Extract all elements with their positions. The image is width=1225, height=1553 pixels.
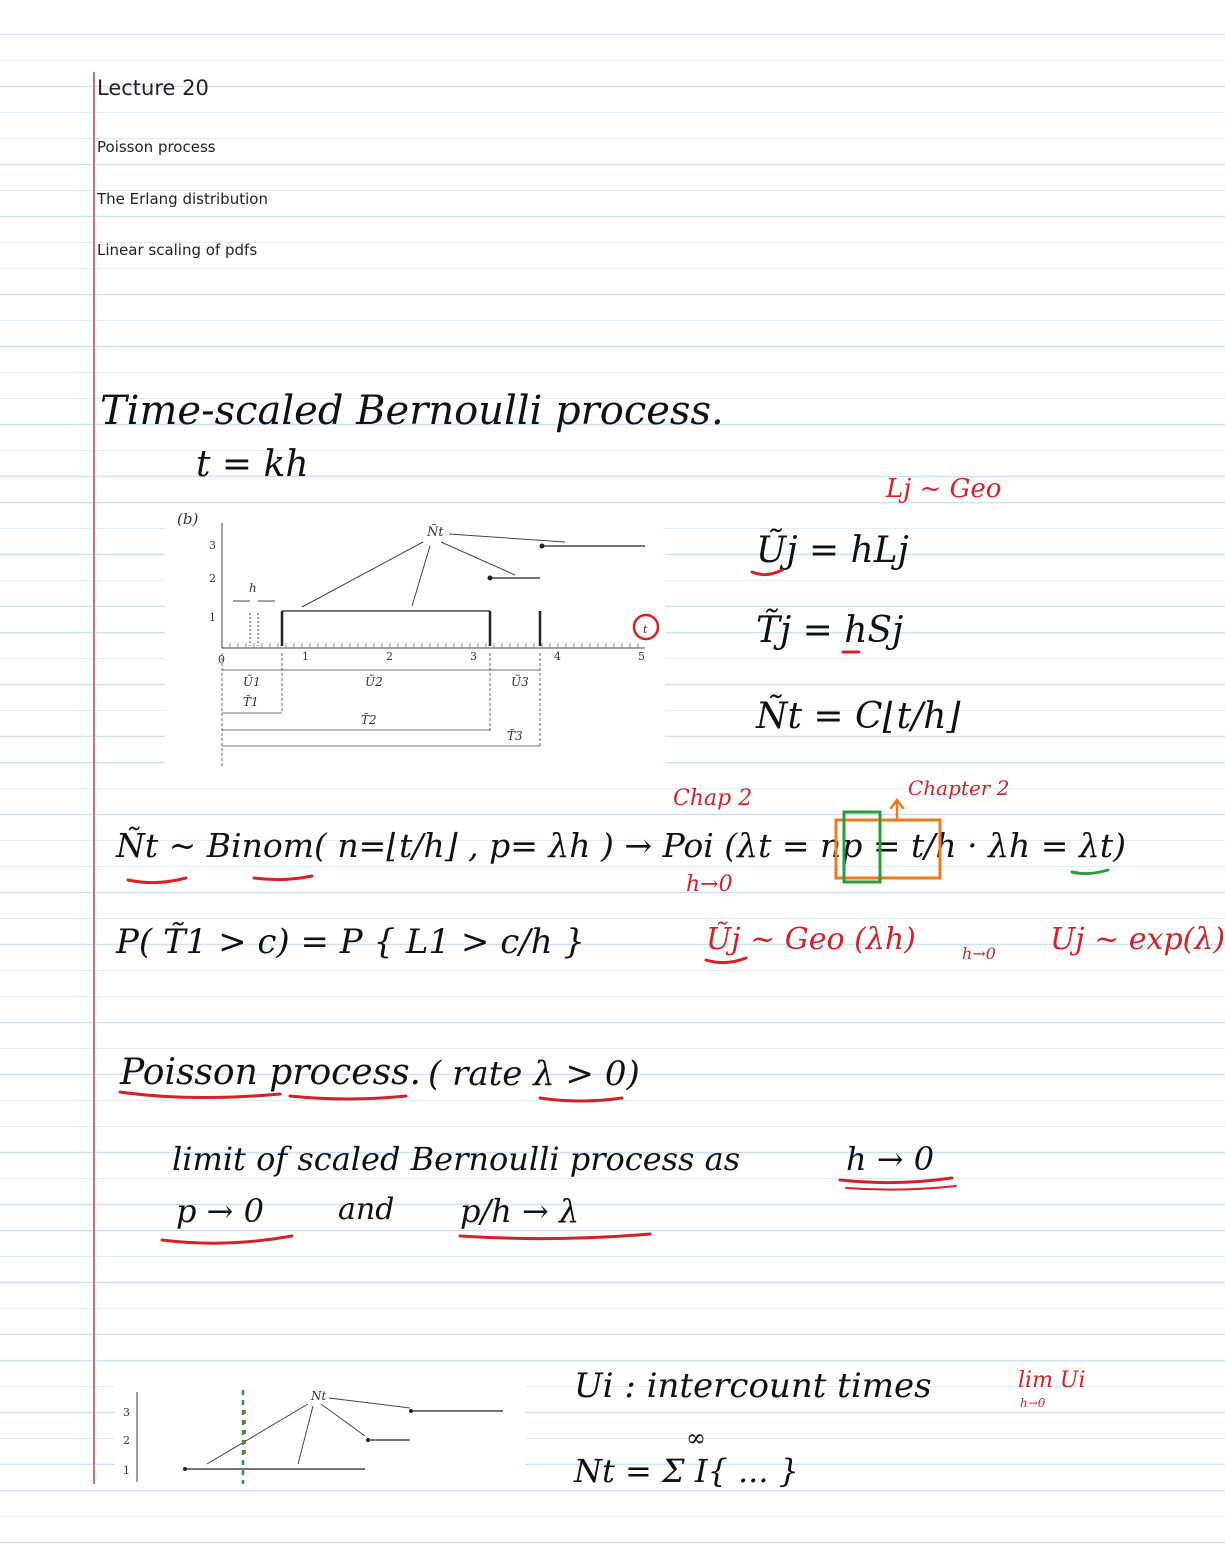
note-geo: Lj ~ Geo (886, 474, 1002, 504)
geo-equation: Ũj ~ Geo (λh) (706, 922, 916, 957)
chap2-note: Chap 2 (673, 786, 753, 811)
y-tick-3: 3 (209, 539, 216, 552)
x-tick-2: 2 (386, 650, 393, 663)
x-tick-1: 1 (302, 650, 309, 663)
bottom-y-tick-3: 3 (123, 1406, 130, 1419)
underline-rate (540, 1098, 622, 1101)
x-tick-5: 5 (638, 650, 645, 663)
eq-t: T̃j = hSj (756, 610, 904, 651)
green-box (844, 812, 880, 882)
topic-erlang: The Erlang distribution (97, 190, 268, 208)
underline-process (290, 1096, 406, 1099)
t2-label: T̃2 (361, 713, 377, 727)
underline-h-limit-1 (840, 1178, 952, 1183)
underline-nt (128, 878, 186, 883)
time-equation: t = kh (196, 444, 309, 485)
limit-line: limit of scaled Bernoulli process as (172, 1140, 741, 1178)
underline-h-limit-2 (846, 1186, 956, 1190)
u2-label: Ũ2 (365, 675, 383, 689)
condition-and: and (338, 1192, 395, 1227)
x-tick-3: 3 (470, 650, 477, 663)
intercount-times: Ui : intercount times (574, 1366, 932, 1406)
bottom-y-tick-1: 1 (123, 1464, 130, 1477)
nt-sum-equation: Nt = Σ I{ ... } (574, 1452, 800, 1490)
bottom-y-tick-2: 2 (123, 1434, 130, 1447)
sum-top: ∞ (686, 1424, 706, 1452)
eq-n: Ñt = C⌊t/h⌋ (756, 696, 961, 737)
limit-label: h→0 (686, 872, 733, 897)
nt-label: Ñt (427, 525, 444, 540)
underline-ph (460, 1234, 650, 1239)
chapter2-note: Chapter 2 (908, 776, 1010, 800)
condition-p: p → 0 (176, 1192, 264, 1230)
underline-binom (254, 876, 312, 880)
binomial-equation: Ñt ~ Binom( n=⌊t/h⌋ , p= λh ) → Poi (λt = np = t/h · λh = λt) (116, 826, 1126, 865)
lim-sub: h→0 (1020, 1396, 1046, 1410)
y-tick-1: 1 (209, 611, 216, 624)
h-label: h (249, 581, 257, 595)
t1-label: T̃1 (243, 695, 259, 709)
underline-poisson (120, 1092, 280, 1098)
orange-box (836, 820, 940, 878)
bottom-nt-label: Nt (311, 1389, 327, 1403)
t3-label: T̃3 (507, 729, 523, 743)
circle-t (634, 615, 658, 639)
lim-note: lim Ui (1018, 1368, 1086, 1393)
underline-geo (706, 958, 746, 963)
underline-uj (752, 570, 782, 575)
poisson-heading: Poisson process. (120, 1052, 421, 1093)
exp-equation: Uj ~ exp(λ) (1050, 922, 1225, 957)
u3-label: Ũ3 (511, 675, 529, 689)
poisson-rate: ( rate λ > 0) (428, 1054, 640, 1094)
x-tick-4: 4 (554, 650, 561, 663)
underline-p (162, 1236, 292, 1243)
condition-ph: p/h → λ (460, 1192, 580, 1230)
bernoulli-heading: Time-scaled Bernoulli process. (100, 388, 724, 434)
green-underline (1072, 870, 1108, 874)
t-axis-label: t (643, 623, 648, 636)
orange-arrow (891, 800, 903, 820)
page-title: Lecture 20 (97, 76, 209, 100)
limit-h: h → 0 (846, 1140, 935, 1178)
geo-arrow-label: h→0 (962, 944, 996, 963)
topic-poisson: Poisson process (97, 138, 216, 156)
tail-equation: P( T̃1 > c) = P { L1 > c/h } (116, 922, 586, 962)
eq-u: Ũj = hLj (756, 530, 909, 571)
y-tick-2: 2 (209, 572, 216, 585)
u1-label: Ũ1 (243, 675, 261, 689)
x-tick-0: 0 (218, 653, 225, 666)
figure-label: (b) (177, 510, 199, 528)
topic-linear-scaling: Linear scaling of pdfs (97, 241, 258, 259)
